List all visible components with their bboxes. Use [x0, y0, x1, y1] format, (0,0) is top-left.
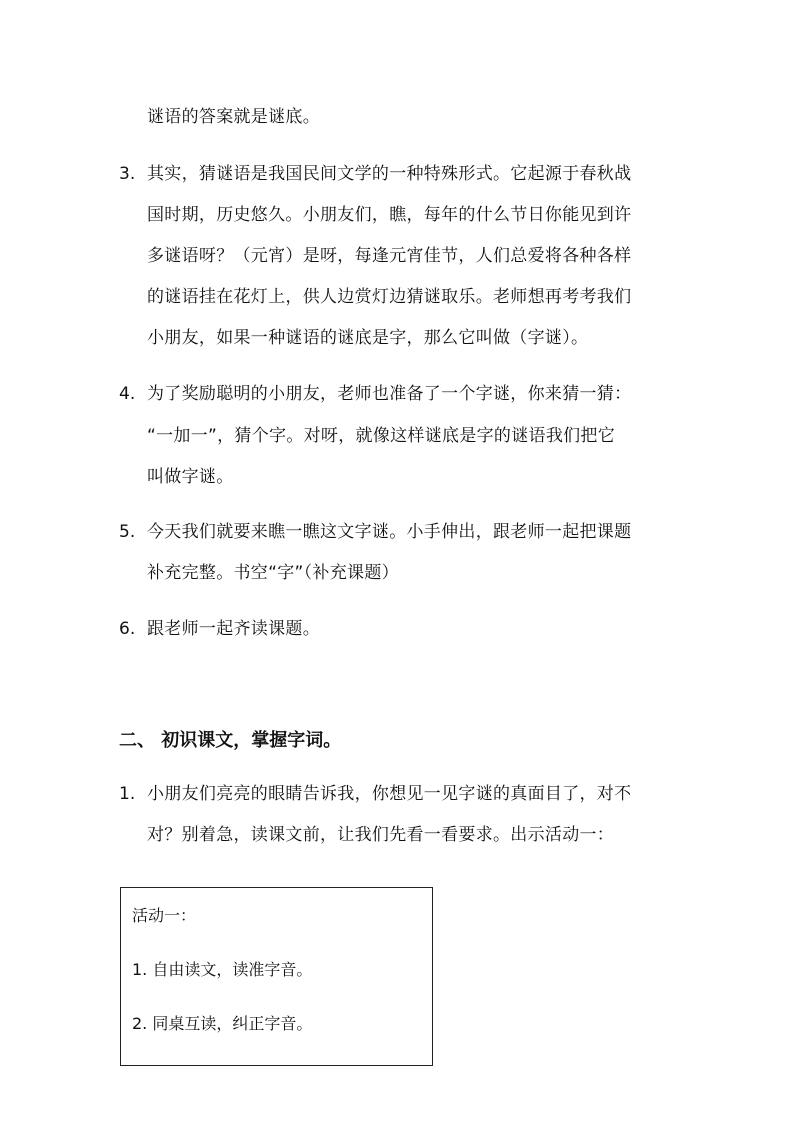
item6-line1: 跟老师一起齐读课题。 — [147, 619, 320, 639]
item3-line3: 多谜语呀？（元宵）是呀，每逢元宵佳节，人们总爱将各种各样 — [147, 246, 632, 266]
section2-item1-line2: 对？别着急，读课文前，让我们先看一看要求。出示活动一： — [147, 825, 615, 845]
item-number-5: 5. — [119, 522, 136, 542]
section2-item1-line1: 小朋友们亮亮的眼睛告诉我，你想见一见字谜的真面目了，对不 — [147, 784, 632, 804]
item3-line4: 的谜语挂在花灯上，供人边赏灯边猜谜取乐。老师想再考考我们 — [147, 287, 632, 307]
section2-item-number-1: 1. — [119, 784, 136, 804]
intro-line: 谜语的答案就是谜底。 — [147, 107, 320, 127]
item4-line3: 叫做字谜。 — [147, 467, 234, 487]
activity-step-2: 2. 同桌互读，纠正字音。 — [132, 1014, 313, 1033]
item3-line2: 国时期，历史悠久。小朋友们，瞧，每年的什么节日你能见到许 — [147, 205, 632, 225]
item-number-3: 3. — [119, 164, 136, 184]
item-number-6: 6. — [119, 619, 136, 639]
item3-line5: 小朋友，如果一种谜语的谜底是字，那么它叫做（字谜）。 — [147, 328, 589, 348]
item4-line1: 为了奖励聪明的小朋友，老师也准备了一个字谜，你来猜一猜： — [147, 384, 632, 404]
item5-line1: 今天我们就要来瞧一瞧这文字谜。小手伸出，跟老师一起把课题 — [147, 522, 632, 542]
activity-title: 活动一： — [132, 906, 197, 925]
item5-line2: 补充完整。书空“字”（补充课题） — [147, 563, 399, 583]
activity-box — [120, 887, 433, 1066]
activity-step-1: 1. 自由读文，读准字音。 — [132, 960, 313, 979]
item4-line2: “一加一”，猜个字。对呀，就像这样谜底是字的谜语我们把它 — [147, 426, 616, 446]
section-heading: 二、 初识课文，掌握字词。 — [119, 730, 342, 751]
item-number-4: 4. — [119, 384, 136, 404]
item3-line1: 其实，猜谜语是我国民间文学的一种特殊形式。它起源于春秋战 — [147, 164, 632, 184]
